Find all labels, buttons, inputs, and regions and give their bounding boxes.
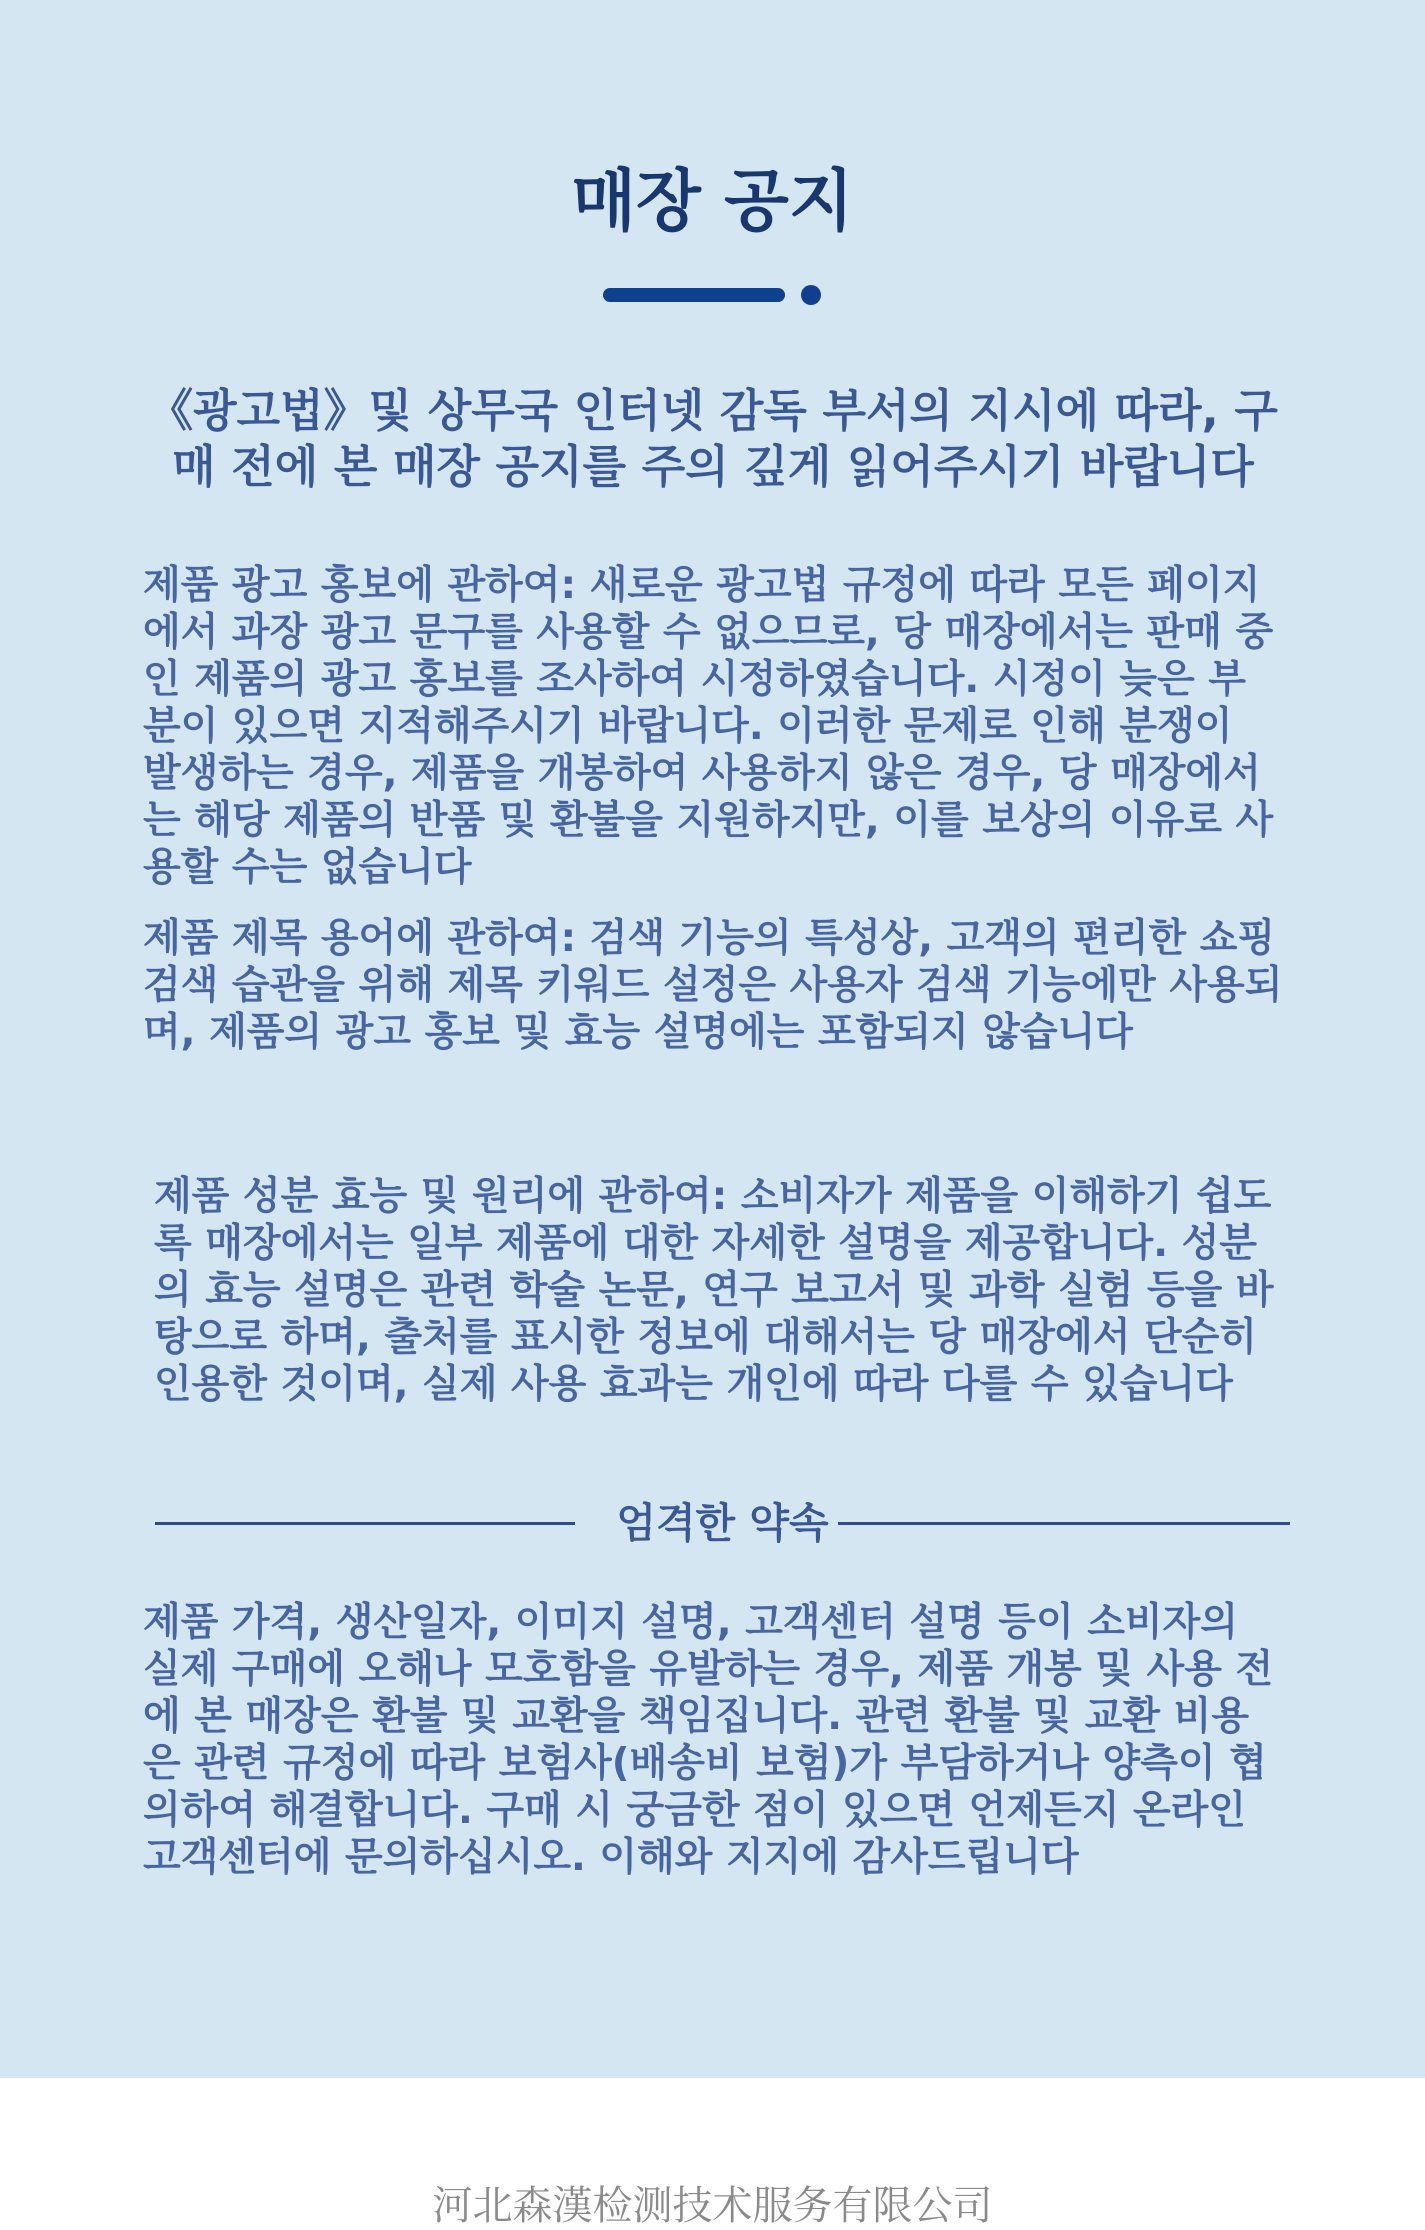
promise-paragraph: 제품 가격, 생산일자, 이미지 설명, 고객센터 설명 등이 소비자의 실제 구매에 오해나 모호함을 유발하는 경우, 제품 개봉 및 사용 전에 본 매장은 환불 및 교환을 책임집니다. 관련 환불 및 교환 비용은 관련 규정에 따라 보험사(배송비 보험)가 부담하거나 양측이 협의하여 해결합니다. 구매 시 궁금한 점이 있으면 언제든지 온라인 고객센터에 문의하십시오. 이해와 지지에 감사드립니다: [143, 1600, 1274, 1880]
footer-company-name: 河北森漢检测技术服务有限公司: [432, 2183, 993, 2229]
notice-paragraph-ingredients: 제품 성분 효능 및 원리에 관하여: 소비자가 제품을 이해하기 쉽도록 매장에서는 일부 제품에 대한 자세한 설명을 제공합니다. 성분의 효능 설명은 관련 학술 논문, 연구 보고서 및 과학 실험 등을 바탕으로 하며, 출처를 표시한 정보에 대해서는 당 매장에서 단순히 인용한 것이며, 실제 사용 효과는 개인에 따라 다를 수 있습니다: [154, 1174, 1274, 1407]
notice-title: 매장 공지: [571, 162, 854, 240]
title-underline-bar: [603, 288, 785, 302]
title-decoration: [603, 285, 823, 307]
title-underline-dot: [801, 285, 821, 305]
promise-heading: 엄격한 약속: [616, 1499, 829, 1547]
promise-divider: [155, 1495, 1290, 1551]
notice-intro: 《광고법》및 상무국 인터넷 감독 부서의 지시에 따라, 구매 전에 본 매장 공지를 주의 깊게 읽어주시기 바랍니다: [148, 384, 1278, 493]
notice-paragraph-ad-promotion: 제품 광고 홍보에 관하여: 새로운 광고법 규정에 따라 모든 페이지에서 과장 광고 문구를 사용할 수 없으므로, 당 매장에서는 판매 중인 제품의 광고 홍보를 조사하여 시정하였습니다. 시정이 늦은 부분이 있으면 지적해주시기 바랍니다. 이러한 문제로 인해 분쟁이 발생하는 경우, 제품을 개봉하여 사용하지 않은 경우, 당 매장에서는 해당 제품의 반품 및 환불을 지원하지만, 이를 보상의 이유로 사용할 수는 없습니다: [143, 563, 1274, 890]
divider-line-right: [838, 1522, 1290, 1525]
notice-paragraph-title-keywords: 제품 제목 용어에 관하여: 검색 기능의 특성상, 고객의 편리한 쇼핑 검색 습관을 위해 제목 키워드 설정은 사용자 검색 기능에만 사용되며, 제품의 광고 홍보 및 효능 설명에는 포함되지 않습니다: [143, 916, 1283, 1055]
